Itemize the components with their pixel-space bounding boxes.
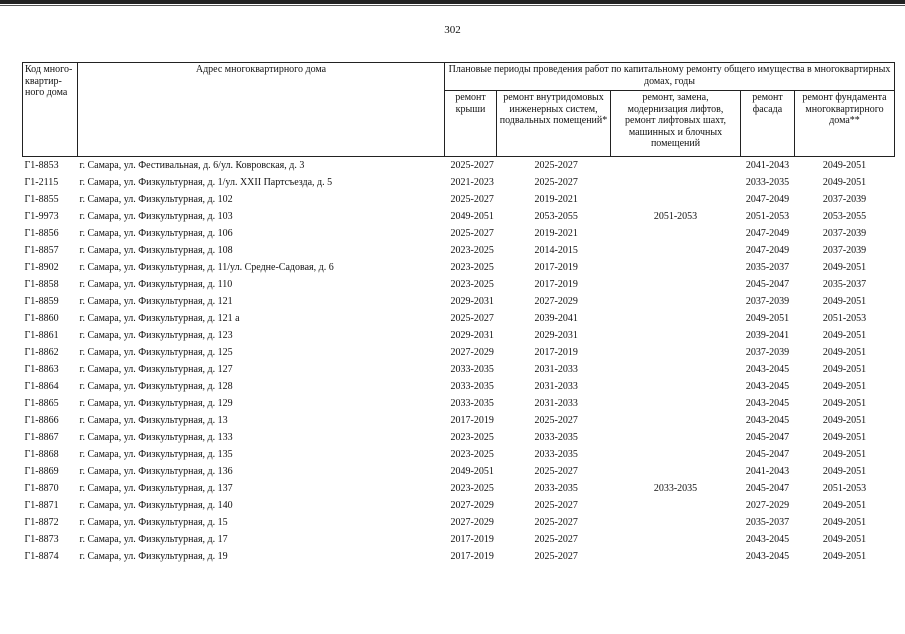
cell-foundation: 2049-2051 — [822, 449, 867, 460]
cell-engineering: 2017-2019 — [534, 262, 578, 273]
cell-address: г. Самара, ул. Физкультурная, д. 110 — [79, 279, 233, 290]
cell-address: г. Самара, ул. Физкультурная, д. 135 — [79, 449, 233, 460]
cell-address: г. Самара, ул. Физкультурная, д. 127 — [79, 364, 233, 375]
table-row — [23, 208, 895, 225]
cell-lift — [611, 174, 741, 191]
table-row — [23, 480, 895, 497]
cell-lift — [611, 310, 741, 327]
cell-facade: 2043-2045 — [745, 415, 790, 426]
cell-facade: 2037-2039 — [745, 347, 790, 358]
cell-foundation: 2037-2039 — [822, 194, 867, 205]
cell-engineering: 2031-2033 — [534, 364, 578, 375]
cell-engineering: 2031-2033 — [534, 398, 578, 409]
cell-foundation: 2049-2051 — [822, 500, 867, 511]
cell-roof: 2029-2031 — [450, 296, 494, 307]
cell-address: г. Самара, ул. Физкультурная, д. 11/ул. Средне-Садовая, д. 6 — [79, 262, 334, 273]
table-row — [23, 310, 895, 327]
cell-code: Г1-9973 — [24, 211, 59, 222]
cell-address: г. Самара, ул. Физкультурная, д. 121 — [79, 296, 233, 307]
cell-lift — [611, 497, 741, 514]
table-row — [23, 191, 895, 208]
table-row — [23, 497, 895, 514]
table-body — [23, 157, 895, 566]
cell-engineering: 2017-2019 — [534, 279, 578, 290]
cell-foundation: 2049-2051 — [822, 432, 867, 443]
header-address: Адрес многоквартирного дома — [78, 63, 445, 157]
cell-facade: 2043-2045 — [745, 551, 790, 562]
cell-foundation: 2049-2051 — [822, 517, 867, 528]
cell-lift — [611, 531, 741, 548]
cell-engineering: 2031-2033 — [534, 381, 578, 392]
cell-lift — [611, 157, 741, 175]
cell-facade: 2047-2049 — [745, 245, 790, 256]
cell-roof: 2049-2051 — [450, 211, 494, 222]
cell-facade: 2045-2047 — [745, 432, 790, 443]
cell-facade: 2043-2045 — [745, 534, 790, 545]
cell-code: Г1-8855 — [24, 194, 59, 205]
cell-lift — [611, 412, 741, 429]
cell-code: Г1-2115 — [24, 177, 59, 188]
cell-foundation: 2037-2039 — [822, 245, 867, 256]
cell-address: г. Самара, ул. Физкультурная, д. 121 а — [79, 313, 240, 324]
table-row — [23, 446, 895, 463]
cell-foundation: 2049-2051 — [822, 330, 867, 341]
cell-address: г. Самара, ул. Физкультурная, д. 108 — [79, 245, 233, 256]
cell-lift — [611, 327, 741, 344]
cell-lift — [611, 259, 741, 276]
cell-code: Г1-8862 — [24, 347, 59, 358]
cell-code: Г1-8860 — [24, 313, 59, 324]
cell-address: г. Самара, ул. Физкультурная, д. 13 — [79, 415, 228, 426]
cell-roof: 2029-2031 — [450, 330, 494, 341]
cell-address: г. Самара, ул. Физкультурная, д. 102 — [79, 194, 233, 205]
cell-code: Г1-8868 — [24, 449, 59, 460]
cell-engineering: 2053-2055 — [534, 211, 578, 222]
cell-engineering: 2025-2027 — [534, 415, 578, 426]
cell-lift — [611, 293, 741, 310]
cell-roof: 2017-2019 — [450, 415, 494, 426]
cell-facade: 2033-2035 — [745, 177, 790, 188]
cell-code: Г1-8859 — [24, 296, 59, 307]
table-row — [23, 242, 895, 259]
cell-roof: 2025-2027 — [450, 194, 494, 205]
cell-code: Г1-8856 — [24, 228, 59, 239]
cell-engineering: 2027-2029 — [534, 296, 578, 307]
cell-address: г. Самара, ул. Физкультурная, д. 128 — [79, 381, 233, 392]
cell-foundation: 2049-2051 — [822, 534, 867, 545]
cell-code: Г1-8863 — [24, 364, 59, 375]
cell-code: Г1-8874 — [24, 551, 59, 562]
cell-lift: 2033-2035 — [653, 483, 698, 494]
cell-lift — [611, 361, 741, 378]
cell-engineering: 2025-2027 — [534, 517, 578, 528]
cell-engineering: 2033-2035 — [534, 483, 578, 494]
cell-code: Г1-8864 — [24, 381, 59, 392]
cell-code: Г1-8865 — [24, 398, 59, 409]
cell-code: Г1-8870 — [24, 483, 59, 494]
cell-foundation: 2053-2055 — [822, 211, 867, 222]
table-row — [23, 276, 895, 293]
table-row — [23, 548, 895, 565]
cell-facade: 2041-2043 — [745, 160, 790, 171]
cell-address: г. Самара, ул. Физкультурная, д. 17 — [79, 534, 228, 545]
header-foundation: ремонт фундамента многоквартирного дома** — [795, 91, 895, 157]
cell-roof: 2025-2027 — [450, 160, 494, 171]
cell-facade: 2047-2049 — [745, 194, 790, 205]
top-border-rule — [0, 0, 905, 4]
cell-roof: 2025-2027 — [450, 228, 494, 239]
cell-lift — [611, 395, 741, 412]
page-number: 302 — [444, 24, 461, 36]
cell-lift — [611, 225, 741, 242]
cell-roof: 2023-2025 — [450, 449, 494, 460]
cell-roof: 2027-2029 — [450, 500, 494, 511]
cell-foundation: 2049-2051 — [822, 381, 867, 392]
cell-roof: 2049-2051 — [450, 466, 494, 477]
cell-roof: 2025-2027 — [450, 313, 494, 324]
header-periods: Плановые периоды проведения работ по капитальному ремонту общего имущества в многоквартирных домах, годы — [445, 63, 895, 91]
cell-lift — [611, 446, 741, 463]
cell-roof: 2027-2029 — [450, 517, 494, 528]
header-lift: ремонт, замена, модернизация лифтов, ремонт лифтовых шахт, машинных и блочных помещений — [611, 91, 741, 157]
cell-code: Г1-8853 — [24, 160, 59, 171]
cell-foundation: 2037-2039 — [822, 228, 867, 239]
header-engineering: ремонт внутридомовых инженерных систем, подвальных помещений* — [497, 91, 611, 157]
cell-engineering: 2019-2021 — [534, 194, 578, 205]
cell-code: Г1-8867 — [24, 432, 59, 443]
table-row — [23, 344, 895, 361]
table-row — [23, 293, 895, 310]
cell-foundation: 2051-2053 — [822, 483, 867, 494]
cell-address: г. Самара, ул. Физкультурная, д. 133 — [79, 432, 233, 443]
cell-facade: 2045-2047 — [745, 449, 790, 460]
cell-foundation: 2051-2053 — [822, 313, 867, 324]
cell-engineering: 2025-2027 — [534, 177, 578, 188]
cell-roof: 2033-2035 — [450, 364, 494, 375]
table-row — [23, 259, 895, 276]
cell-lift — [611, 548, 741, 565]
cell-roof: 2017-2019 — [450, 551, 494, 562]
cell-facade: 2043-2045 — [745, 381, 790, 392]
cell-engineering: 2025-2027 — [534, 466, 578, 477]
table-row — [23, 514, 895, 531]
cell-facade: 2027-2029 — [745, 500, 790, 511]
cell-engineering: 2014-2015 — [534, 245, 578, 256]
table-row — [23, 327, 895, 344]
cell-roof: 2021-2023 — [450, 177, 494, 188]
table-row — [23, 361, 895, 378]
cell-engineering: 2033-2035 — [534, 432, 578, 443]
cell-roof: 2023-2025 — [450, 245, 494, 256]
cell-address: г. Самара, ул. Физкультурная, д. 1/ул. XXII Партсъезда, д. 5 — [79, 177, 333, 188]
cell-address: г. Самара, ул. Физкультурная, д. 103 — [79, 211, 233, 222]
cell-engineering: 2025-2027 — [534, 160, 578, 171]
cell-engineering: 2039-2041 — [534, 313, 578, 324]
repair-schedule-table — [22, 62, 895, 565]
cell-facade: 2049-2051 — [745, 313, 790, 324]
cell-engineering: 2029-2031 — [534, 330, 578, 341]
top-border-rule-thin — [0, 5, 905, 6]
cell-foundation: 2049-2051 — [822, 347, 867, 358]
cell-lift — [611, 276, 741, 293]
cell-lift — [611, 429, 741, 446]
table-row — [23, 174, 895, 191]
cell-foundation: 2035-2037 — [822, 279, 867, 290]
header-roof: ремонт крыши — [445, 91, 497, 157]
cell-engineering: 2033-2035 — [534, 449, 578, 460]
cell-facade: 2039-2041 — [745, 330, 790, 341]
cell-lift — [611, 344, 741, 361]
cell-lift — [611, 514, 741, 531]
cell-address: г. Самара, ул. Физкультурная, д. 125 — [79, 347, 233, 358]
cell-lift — [611, 378, 741, 395]
cell-roof: 2023-2025 — [450, 483, 494, 494]
cell-foundation: 2049-2051 — [822, 364, 867, 375]
cell-code: Г1-8873 — [24, 534, 59, 545]
cell-foundation: 2049-2051 — [822, 160, 867, 171]
cell-roof: 2027-2029 — [450, 347, 494, 358]
cell-facade: 2035-2037 — [745, 517, 790, 528]
cell-lift — [611, 191, 741, 208]
cell-roof: 2033-2035 — [450, 381, 494, 392]
cell-address: г. Самара, ул. Физкультурная, д. 19 — [79, 551, 228, 562]
cell-code: Г1-8858 — [24, 279, 59, 290]
table-row — [23, 378, 895, 395]
cell-foundation: 2049-2051 — [822, 551, 867, 562]
cell-foundation: 2049-2051 — [822, 398, 867, 409]
cell-foundation: 2049-2051 — [822, 466, 867, 477]
cell-facade: 2045-2047 — [745, 279, 790, 290]
cell-lift — [611, 242, 741, 259]
cell-foundation: 2049-2051 — [822, 177, 867, 188]
cell-facade: 2041-2043 — [745, 466, 790, 477]
cell-engineering: 2025-2027 — [534, 534, 578, 545]
cell-foundation: 2049-2051 — [822, 296, 867, 307]
cell-roof: 2033-2035 — [450, 398, 494, 409]
cell-roof: 2023-2025 — [450, 279, 494, 290]
header-code: Код много-квартир-ного дома — [23, 63, 78, 157]
cell-lift — [611, 463, 741, 480]
cell-code: Г1-8871 — [24, 500, 59, 511]
cell-facade: 2037-2039 — [745, 296, 790, 307]
cell-code: Г1-8869 — [24, 466, 59, 477]
cell-facade: 2047-2049 — [745, 228, 790, 239]
cell-foundation: 2049-2051 — [822, 262, 867, 273]
table-row — [23, 463, 895, 480]
cell-code: Г1-8857 — [24, 245, 59, 256]
cell-engineering: 2019-2021 — [534, 228, 578, 239]
header-facade: ремонт фасада — [741, 91, 795, 157]
cell-code: Г1-8866 — [24, 415, 59, 426]
cell-facade: 2051-2053 — [745, 211, 790, 222]
cell-address: г. Самара, ул. Физкультурная, д. 137 — [79, 483, 233, 494]
cell-address: г. Самара, ул. Физкультурная, д. 129 — [79, 398, 233, 409]
cell-code: Г1-8902 — [24, 262, 59, 273]
table-row — [23, 157, 895, 175]
cell-lift: 2051-2053 — [653, 211, 698, 222]
table-row — [23, 412, 895, 429]
cell-address: г. Самара, ул. Физкультурная, д. 123 — [79, 330, 233, 341]
cell-engineering: 2025-2027 — [534, 551, 578, 562]
cell-roof: 2017-2019 — [450, 534, 494, 545]
cell-address: г. Самара, ул. Физкультурная, д. 106 — [79, 228, 233, 239]
cell-engineering: 2017-2019 — [534, 347, 578, 358]
table-row — [23, 395, 895, 412]
cell-facade: 2045-2047 — [745, 483, 790, 494]
cell-code: Г1-8872 — [24, 517, 59, 528]
cell-engineering: 2025-2027 — [534, 500, 578, 511]
cell-address: г. Самара, ул. Физкультурная, д. 136 — [79, 466, 233, 477]
table-row — [23, 225, 895, 242]
cell-address: г. Самара, ул. Физкультурная, д. 140 — [79, 500, 233, 511]
cell-facade: 2043-2045 — [745, 364, 790, 375]
cell-facade: 2035-2037 — [745, 262, 790, 273]
cell-roof: 2023-2025 — [450, 262, 494, 273]
cell-address: г. Самара, ул. Фестивальная, д. 6/ул. Ковровская, д. 3 — [79, 160, 305, 171]
cell-address: г. Самара, ул. Физкультурная, д. 15 — [79, 517, 228, 528]
cell-roof: 2023-2025 — [450, 432, 494, 443]
cell-code: Г1-8861 — [24, 330, 59, 341]
table-row — [23, 531, 895, 548]
cell-facade: 2043-2045 — [745, 398, 790, 409]
table-row — [23, 429, 895, 446]
cell-foundation: 2049-2051 — [822, 415, 867, 426]
